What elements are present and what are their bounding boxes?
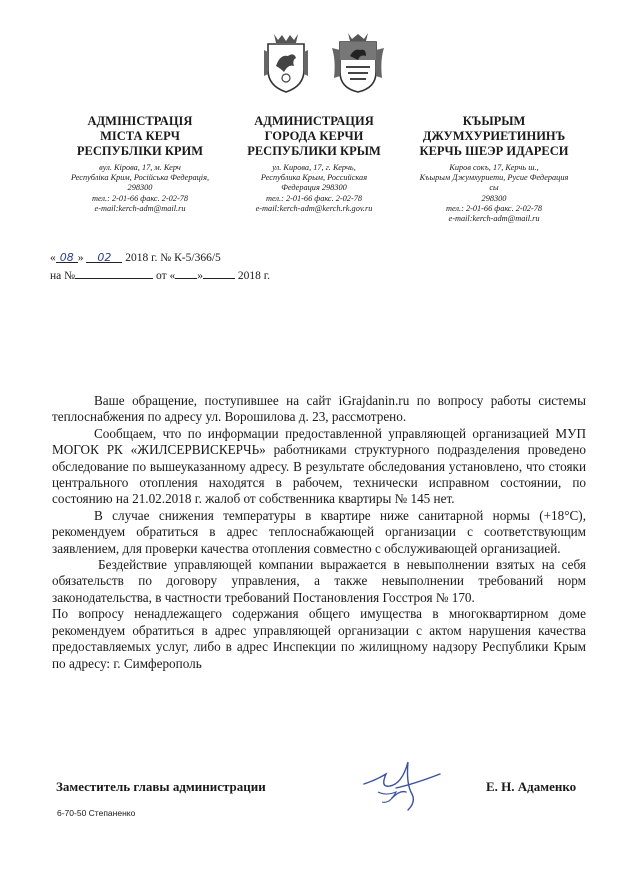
address-line: тел.: 2-01-66 факс. 2-02-78 bbox=[445, 203, 543, 213]
address-line: e-mail:kerch-adm@mail.ru bbox=[448, 214, 540, 224]
date-month-field bbox=[86, 251, 122, 263]
signatory-title: Заместитель главы администрации bbox=[56, 779, 266, 794]
quote-open: « bbox=[50, 252, 56, 264]
title-line: МІСТА КЕРЧ bbox=[100, 129, 180, 143]
date-day-field bbox=[56, 251, 78, 263]
letter-body bbox=[52, 393, 586, 672]
paragraph: Сообщаем, что по информации предоставленной управляющей организацией МУП МОГОК РК «ЖИЛСЕРВИСКЕРЧЬ» работниками структурного подразделения проведено обследование по вышеуказанному адресу. В результате обследования установлено, что стояки центрального отопления находятся в рабочем, технически исправном состоянии, по состоянию на 21.02.2018 г. жалоб от собственника квартиры № 145 нет. bbox=[52, 425, 586, 507]
address-line: тел.: 2-01-66 факс. 2-02-78 bbox=[265, 193, 363, 203]
address-line: Республіка Крим, Російська Федерація, bbox=[70, 173, 210, 183]
title-line: РЕСПУБЛІКИ КРИМ bbox=[76, 144, 204, 158]
outgoing-number-line bbox=[50, 251, 221, 265]
paragraph: Ваше обращение, поступившее на сайт iGrajdanin.ru по вопросу работы системы теплоснабжения по адресу ул. Ворошилова д. 23, рассмотрено. bbox=[52, 393, 586, 425]
crimea-coat-of-arms-icon bbox=[262, 30, 310, 96]
title-line: РЕСПУБЛИКИ КРЫМ bbox=[247, 144, 381, 158]
kerch-coat-of-arms-icon bbox=[330, 30, 386, 96]
outgoing-number: 2018 г. № К-5/366/5 bbox=[125, 252, 221, 264]
header-ukrainian bbox=[52, 114, 228, 214]
title-line: АДМІНІСТРАЦІЯ bbox=[87, 114, 193, 128]
address-line: e-mail:kerch-adm@mail.ru bbox=[94, 203, 186, 213]
title-line: ДЖУМХУРИЕТИНИНЪ bbox=[422, 129, 566, 143]
address-line: вул. Кірова, 17, м. Керч bbox=[99, 163, 181, 172]
org-title-qt bbox=[400, 114, 588, 159]
title-line: АДМИНИСТРАЦИЯ bbox=[254, 114, 374, 128]
handwritten-day: 08 bbox=[59, 251, 74, 264]
paragraph: По вопросу ненадлежащего содержания общего имущества в многоквартирном доме рекомендуем обратиться в адрес управляющей организации с актом нарушения качества предоставляемых услуг, либо в адрес Инспекции по жилищному надзору Республики Крым по адресу: г. Симферополь bbox=[52, 606, 586, 671]
address-line: 298300 bbox=[481, 193, 507, 203]
quote-close: » bbox=[77, 252, 84, 264]
org-address-ru bbox=[226, 163, 402, 214]
incoming-year: 2018 г. bbox=[237, 270, 271, 282]
address-line: ул. Кирова, 17, г. Керчь, bbox=[272, 163, 356, 172]
org-title-ru bbox=[226, 114, 402, 159]
header-russian bbox=[226, 114, 402, 214]
title-line: ГОРОДА КЕРЧИ bbox=[264, 129, 364, 143]
incoming-from-label: от « bbox=[155, 270, 176, 282]
signatory-name: Е. Н. Адаменко bbox=[486, 779, 577, 794]
address-line: Киров сокъ, 17, Керчь ш., bbox=[449, 163, 539, 172]
incoming-number-line bbox=[50, 267, 270, 283]
paragraph: В случае снижения температуры в квартире ниже санитарной нормы (+18°С), рекомендуем обратиться в адрес теплоснабжающей организации с соответствующим заявлением, для проверки качества отопления совместно с обслуживающей организацией. bbox=[52, 507, 586, 556]
quote-close: » bbox=[197, 270, 203, 282]
handwritten-month: 02 bbox=[97, 251, 112, 264]
title-line: КЕРЧЬ ШЕЭР ИДАРЕСИ bbox=[419, 144, 569, 158]
paragraph: Бездействие управляющей компании выражается в невыполнении взятых на себя обязательств по договору управления, а также невыполнении требований норм законодательства, в частности требований Постановления Госстроя № 170. bbox=[52, 557, 586, 605]
executor-note: 6-70-50 Степаненко bbox=[57, 808, 136, 818]
header-crimean-tatar bbox=[400, 114, 588, 224]
incoming-number-field bbox=[75, 267, 153, 279]
address-line: сы bbox=[489, 183, 499, 193]
org-title-ua bbox=[52, 114, 228, 159]
incoming-label: на № bbox=[50, 270, 76, 282]
handwritten-signature-icon bbox=[356, 744, 448, 814]
address-line: Федерация 298300 bbox=[281, 183, 347, 193]
incoming-month-field bbox=[203, 267, 235, 279]
address-line: Къырым Джумхуриети, Русие Федерация bbox=[419, 173, 569, 183]
title-line: КЪЫРЫМ bbox=[462, 114, 526, 128]
address-line: 298300 bbox=[127, 183, 153, 193]
incoming-day-field bbox=[175, 267, 197, 279]
org-address-ua bbox=[52, 163, 228, 214]
address-line: Республика Крым, Российская bbox=[260, 173, 368, 183]
org-address-qt bbox=[400, 163, 588, 224]
address-line: e-mail:kerch-adm@kerch.rk.gov.ru bbox=[255, 203, 373, 213]
address-line: тел.: 2-01-66 факс. 2-02-78 bbox=[91, 193, 189, 203]
